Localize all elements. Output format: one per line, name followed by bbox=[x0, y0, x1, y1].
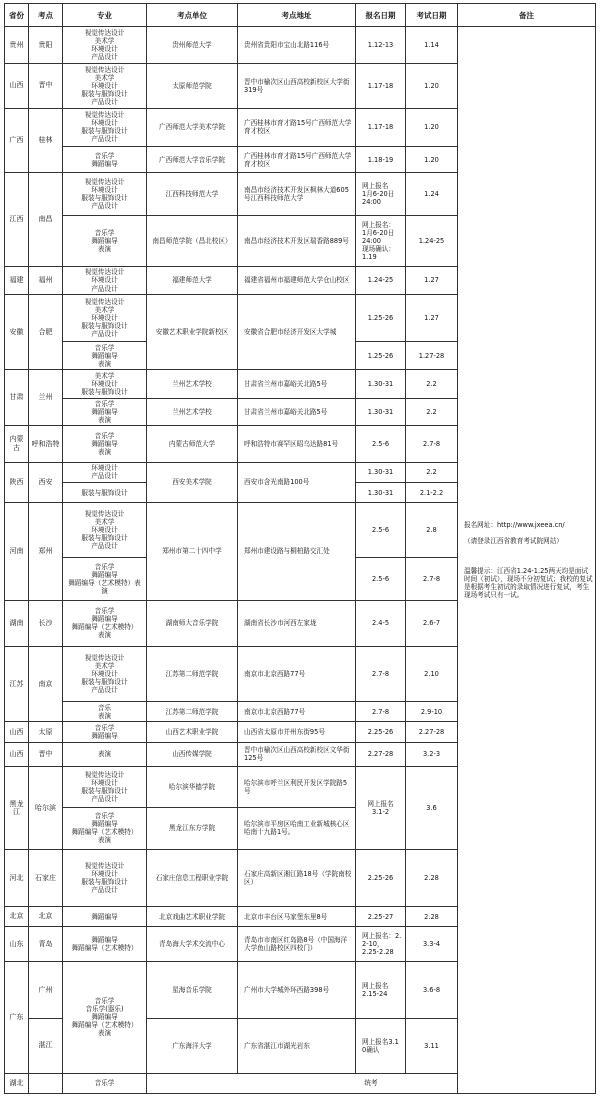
exam-date-cell: 2.10 bbox=[406, 647, 458, 702]
major-cell: 舞蹈编导 bbox=[63, 907, 147, 927]
exam-date-cell: 1.14 bbox=[406, 27, 458, 64]
major-cell: 表演 bbox=[63, 742, 147, 766]
exam-date-cell: 2.9-10 bbox=[406, 702, 458, 722]
exam-date-cell: 3.3-4 bbox=[406, 927, 458, 962]
exam-date-cell: 3.6-8 bbox=[406, 961, 458, 1018]
unit-cell: 郑州市第二十四中学 bbox=[147, 503, 238, 600]
address-cell: 石家庄高新区湘江路18号（学院南校区） bbox=[238, 850, 356, 907]
major-cell: 音乐学 舞蹈编导 表演 bbox=[63, 398, 147, 425]
province-cell: 广东 bbox=[5, 961, 29, 1073]
unit-cell: 内蒙古师范大学 bbox=[147, 426, 238, 463]
province-cell: 陕西 bbox=[5, 462, 29, 503]
city-cell: 贵阳 bbox=[29, 27, 63, 64]
major-cell: 音乐 表演 bbox=[63, 702, 147, 722]
province-cell: 山西 bbox=[5, 63, 29, 108]
city-cell: 广州 bbox=[29, 961, 63, 1018]
major-cell: 视觉传达设计 环境设计 服装与服饰设计 产品设计 bbox=[63, 108, 147, 147]
address-cell: 北京市丰台区马家堡东里8号 bbox=[238, 907, 356, 927]
reg-date-cell: 1.30-31 bbox=[356, 482, 406, 502]
reg-date-cell: 2.25-27 bbox=[356, 907, 406, 927]
reg-date-cell: 网上报名： 1月6-20日 24:00 现场确认： 1.19 bbox=[356, 216, 406, 267]
header-row bbox=[5, 4, 596, 27]
unit-cell: 江苏第二师范学院 bbox=[147, 702, 238, 722]
exam-schedule-table bbox=[4, 3, 596, 1094]
major-cell: 环境设计 产品设计 bbox=[63, 462, 147, 482]
reg-date-cell: 1.30-31 bbox=[356, 398, 406, 425]
province-cell: 山东 bbox=[5, 927, 29, 962]
major-cell: 音乐学 舞蹈编导 表演 bbox=[63, 216, 147, 267]
reg-date-cell: 1.30-31 bbox=[356, 462, 406, 482]
address-cell: 西安市含光南路100号 bbox=[238, 462, 356, 503]
address-cell: 广州市大学城外环西路398号 bbox=[238, 961, 356, 1018]
exam-date-cell: 2.7-8 bbox=[406, 426, 458, 463]
province-cell: 广西 bbox=[5, 108, 29, 173]
address-cell: 晋中市榆次区山西高校新校区文华街125号 bbox=[238, 742, 356, 766]
city-cell: 石家庄 bbox=[29, 850, 63, 907]
major-cell: 视觉传达设计 环境设计 服装与服饰设计 产品设计 bbox=[63, 767, 147, 808]
table-row bbox=[5, 27, 596, 64]
city-cell: 北京 bbox=[29, 907, 63, 927]
city-cell: 兰州 bbox=[29, 370, 63, 426]
reg-date-cell: 1.18-19 bbox=[356, 147, 406, 173]
merged-cell: 统考 bbox=[147, 1073, 596, 1094]
address-cell: 南昌市经济技术开发区瑞香路889号 bbox=[238, 216, 356, 267]
province-cell: 江西 bbox=[5, 173, 29, 266]
table-row bbox=[5, 1073, 596, 1094]
exam-date-cell: 1.24-25 bbox=[406, 216, 458, 267]
exam-date-cell: 3.2-3 bbox=[406, 742, 458, 766]
exam-date-cell: 1.27-28 bbox=[406, 341, 458, 369]
reg-date-cell: 1.17-18 bbox=[356, 108, 406, 147]
reg-date-cell: 网上报名：2.2-10， 2.25-2.28 bbox=[356, 927, 406, 962]
unit-cell: 石家庄信息工程职业学院 bbox=[147, 850, 238, 907]
unit-cell: 太原师范学院 bbox=[147, 63, 238, 108]
exam-date-cell: 2.28 bbox=[406, 850, 458, 907]
reg-date-cell: 2.25-26 bbox=[356, 722, 406, 742]
city-cell: 长沙 bbox=[29, 600, 63, 647]
exam-date-cell: 2.2 bbox=[406, 398, 458, 425]
city-cell: 呼和浩特 bbox=[29, 426, 63, 463]
address-cell: 贵州省贵阳市宝山北路116号 bbox=[238, 27, 356, 64]
unit-cell: 江西科技师范大学 bbox=[147, 173, 238, 216]
province-cell: 江苏 bbox=[5, 647, 29, 722]
address-cell: 晋中市榆次区山西高校新校区大学街319号 bbox=[238, 63, 356, 108]
reg-date-cell: 1.12-13 bbox=[356, 27, 406, 64]
exam-date-cell: 1.27 bbox=[406, 295, 458, 342]
exam-date-cell: 1.27 bbox=[406, 266, 458, 294]
major-cell: 视觉传达设计 环境设计 产品设计 bbox=[63, 266, 147, 294]
unit-cell: 湖南师大音乐学院 bbox=[147, 600, 238, 647]
note-tip: 温馨提示：江西省1.24-1.25两天均是面试时间（初试），现场不分初复试；我校的复试是根据考生初试的录取情况进行复试，考生现场考试只有一试。 bbox=[464, 567, 593, 600]
major-cell: 音乐学 舞蹈编导 bbox=[63, 147, 147, 173]
address-cell: 南京市北京西路77号 bbox=[238, 647, 356, 702]
address-cell: 哈尔滨市呼兰区利民开发区学院路5号 bbox=[238, 767, 356, 808]
unit-cell: 哈尔滨华德学院 bbox=[147, 767, 238, 808]
reg-date-cell: 2.27-28 bbox=[356, 742, 406, 766]
major-cell: 音乐学 音乐学(器乐) 舞蹈编导 舞蹈编导（艺术模特） 表演 bbox=[63, 961, 147, 1073]
exam-date-cell: 1.24 bbox=[406, 173, 458, 216]
address-cell: 南京市北京西路77号 bbox=[238, 702, 356, 722]
major-cell: 视觉传达设计 环境设计 服装与服饰设计 产品设计 bbox=[63, 850, 147, 907]
reg-date-cell: 2.5-6 bbox=[356, 503, 406, 558]
reg-date-cell: 2.5-6 bbox=[356, 426, 406, 463]
unit-cell: 江苏第二师范学院 bbox=[147, 647, 238, 702]
major-cell: 视觉传达设计 美术学 环境设计 服装与服饰设计 产品设计 bbox=[63, 647, 147, 702]
unit-cell: 福建师范大学 bbox=[147, 266, 238, 294]
header-province: 省份 bbox=[5, 4, 29, 27]
reg-date-cell: 2.4-5 bbox=[356, 600, 406, 647]
unit-cell: 黑龙江东方学院 bbox=[147, 807, 238, 850]
province-cell: 福建 bbox=[5, 266, 29, 294]
major-cell: 音乐学 舞蹈编导 表演 bbox=[63, 341, 147, 369]
address-cell: 南昌市经济技术开发区枫林大道605号江西科技师范大学 bbox=[238, 173, 356, 216]
address-cell: 福建省福州市福建师范大学仓山校区 bbox=[238, 266, 356, 294]
address-cell: 湖南省长沙市河西左家垅 bbox=[238, 600, 356, 647]
province-cell: 北京 bbox=[5, 907, 29, 927]
major-cell: 音乐学 舞蹈编导 表演 bbox=[63, 426, 147, 463]
address-cell: 哈尔滨市平房区哈南工业新城核心区哈南十九路1号。 bbox=[238, 807, 356, 850]
address-cell: 安徽省合肥市经济开发区大学城 bbox=[238, 295, 356, 370]
unit-cell: 广西师范大学美术学院 bbox=[147, 108, 238, 147]
address-cell: 甘肃省兰州市嘉峪关北路5号 bbox=[238, 398, 356, 425]
province-cell: 河北 bbox=[5, 850, 29, 907]
header-major: 专业 bbox=[63, 4, 147, 27]
address-cell: 广西桂林市育才路15号广西师范大学育才校区 bbox=[238, 147, 356, 173]
city-cell: 合肥 bbox=[29, 295, 63, 370]
note-website: 报名网址：http://www.jxeea.cn/ bbox=[464, 521, 565, 530]
exam-date-cell: 2.2 bbox=[406, 370, 458, 398]
exam-date-cell: 1.20 bbox=[406, 147, 458, 173]
major-cell: 视觉传达设计 美术学 环境设计 服装与服饰设计 产品设计 bbox=[63, 503, 147, 558]
city-cell: 桂林 bbox=[29, 108, 63, 173]
province-cell: 湖南 bbox=[5, 600, 29, 647]
unit-cell: 兰州艺术学校 bbox=[147, 370, 238, 398]
reg-date-cell: 2.25-26 bbox=[356, 850, 406, 907]
major-cell: 视觉传达设计 美术学 环境设计 服装与服饰设计 产品设计 bbox=[63, 295, 147, 342]
major-cell: 音乐学 舞蹈编导 舞蹈编导（艺术模特）表演 bbox=[63, 558, 147, 601]
header-note: 备注 bbox=[458, 4, 596, 27]
exam-date-cell: 3.6 bbox=[406, 767, 458, 850]
city-cell: 西安 bbox=[29, 462, 63, 503]
unit-cell: 青岛海大学术交流中心 bbox=[147, 927, 238, 962]
city-cell: 南京 bbox=[29, 647, 63, 722]
reg-date-cell: 网上报名 3.1-2 bbox=[356, 767, 406, 850]
unit-cell: 星海音乐学院 bbox=[147, 961, 238, 1018]
unit-cell: 北京戏曲艺术职业学院 bbox=[147, 907, 238, 927]
exam-date-cell: 1.20 bbox=[406, 108, 458, 147]
reg-date-cell: 1.25-26 bbox=[356, 341, 406, 369]
reg-date-cell: 1.24-25 bbox=[356, 266, 406, 294]
note-cell bbox=[458, 27, 596, 1094]
city-cell: 青岛 bbox=[29, 927, 63, 962]
exam-date-cell: 2.2 bbox=[406, 462, 458, 482]
note-website-hint: （请登录江西省教育考试院网站） bbox=[464, 537, 563, 546]
major-cell: 音乐学 舞蹈编导 舞蹈编导（艺术模特） 表演 bbox=[63, 807, 147, 850]
address-cell: 青岛市市南区红岛路8号（中国海洋大学鱼山路校区四校门） bbox=[238, 927, 356, 962]
exam-date-cell: 1.20 bbox=[406, 63, 458, 108]
address-cell: 广东省湛江市湖光岩东 bbox=[238, 1018, 356, 1073]
major-cell: 视觉传达设计 美术学 环境设计 产品设计 bbox=[63, 27, 147, 64]
header-exam-date: 考试日期 bbox=[406, 4, 458, 27]
major-cell: 音乐学 舞蹈编导 bbox=[63, 722, 147, 742]
header-address: 考点地址 bbox=[238, 4, 356, 27]
exam-date-cell: 2.8 bbox=[406, 503, 458, 558]
province-cell: 内蒙古 bbox=[5, 426, 29, 463]
province-cell: 湖北 bbox=[5, 1073, 29, 1094]
header-unit: 考点单位 bbox=[147, 4, 238, 27]
exam-date-cell: 2.28 bbox=[406, 907, 458, 927]
unit-cell: 西安美术学院 bbox=[147, 462, 238, 503]
address-cell: 广西桂林市育才路15号广西师范大学育才校区 bbox=[238, 108, 356, 147]
header-reg-date: 报名日期 bbox=[356, 4, 406, 27]
reg-date-cell: 2.5-6 bbox=[356, 558, 406, 601]
province-cell: 山西 bbox=[5, 742, 29, 766]
province-cell: 贵州 bbox=[5, 27, 29, 64]
city-cell: 晋中 bbox=[29, 63, 63, 108]
province-cell: 黑龙江 bbox=[5, 767, 29, 850]
address-cell: 山西省太原市并州东街95号 bbox=[238, 722, 356, 742]
province-cell: 河南 bbox=[5, 503, 29, 600]
city-cell: 福州 bbox=[29, 266, 63, 294]
exam-date-cell: 2.7-8 bbox=[406, 558, 458, 601]
city-cell bbox=[29, 1073, 63, 1094]
exam-date-cell: 3.11 bbox=[406, 1018, 458, 1073]
major-cell: 音乐学 bbox=[63, 1073, 147, 1094]
address-cell: 呼和浩特市赛罕区昭乌达路81号 bbox=[238, 426, 356, 463]
unit-cell: 山西传媒学院 bbox=[147, 742, 238, 766]
city-cell: 南昌 bbox=[29, 173, 63, 266]
major-cell: 美术学 环境设计 服装与服饰设计 bbox=[63, 370, 147, 398]
province-cell: 安徽 bbox=[5, 295, 29, 370]
city-cell: 晋中 bbox=[29, 742, 63, 766]
exam-date-cell: 2.1-2.2 bbox=[406, 482, 458, 502]
unit-cell: 安徽艺术职业学院新校区 bbox=[147, 295, 238, 370]
city-cell: 郑州 bbox=[29, 503, 63, 600]
address-cell: 甘肃省兰州市嘉峪关北路5号 bbox=[238, 370, 356, 398]
major-cell: 音乐学 舞蹈编导 舞蹈编导（艺术模特） 表演 bbox=[63, 600, 147, 647]
header-city: 考点 bbox=[29, 4, 63, 27]
reg-date-cell: 1.17-18 bbox=[356, 63, 406, 108]
major-cell: 视觉传达设计 美术学 环境设计 服装与服饰设计 产品设计 bbox=[63, 63, 147, 108]
major-cell: 服装与服饰设计 bbox=[63, 482, 147, 502]
reg-date-cell: 网上报名 2.15-24 bbox=[356, 961, 406, 1018]
city-cell: 湛江 bbox=[29, 1018, 63, 1073]
exam-date-cell: 2.6-7 bbox=[406, 600, 458, 647]
province-cell: 山西 bbox=[5, 722, 29, 742]
reg-date-cell: 1.25-26 bbox=[356, 295, 406, 342]
city-cell: 太原 bbox=[29, 722, 63, 742]
reg-date-cell: 2.7-8 bbox=[356, 702, 406, 722]
reg-date-cell: 网上报名 1月6-20日 24:00 bbox=[356, 173, 406, 216]
unit-cell: 广西师范大学音乐学院 bbox=[147, 147, 238, 173]
address-cell: 郑州市建设路与桐柏路交汇处 bbox=[238, 503, 356, 600]
city-cell: 哈尔滨 bbox=[29, 767, 63, 850]
unit-cell: 南昌师范学院（昌北校区） bbox=[147, 216, 238, 267]
reg-date-cell: 2.7-8 bbox=[356, 647, 406, 702]
major-cell: 舞蹈编导 舞蹈编导（艺术模特） bbox=[63, 927, 147, 962]
exam-date-cell: 2.27-28 bbox=[406, 722, 458, 742]
unit-cell: 贵州师范大学 bbox=[147, 27, 238, 64]
reg-date-cell: 网上报名3.10确认 bbox=[356, 1018, 406, 1073]
unit-cell: 兰州艺术学校 bbox=[147, 398, 238, 425]
major-cell: 视觉传达设计 环境设计 服装与服饰设计 产品设计 bbox=[63, 173, 147, 216]
province-cell: 甘肃 bbox=[5, 370, 29, 426]
unit-cell: 广东海洋大学 bbox=[147, 1018, 238, 1073]
unit-cell: 山西艺术职业学院 bbox=[147, 722, 238, 742]
reg-date-cell: 1.30-31 bbox=[356, 370, 406, 398]
